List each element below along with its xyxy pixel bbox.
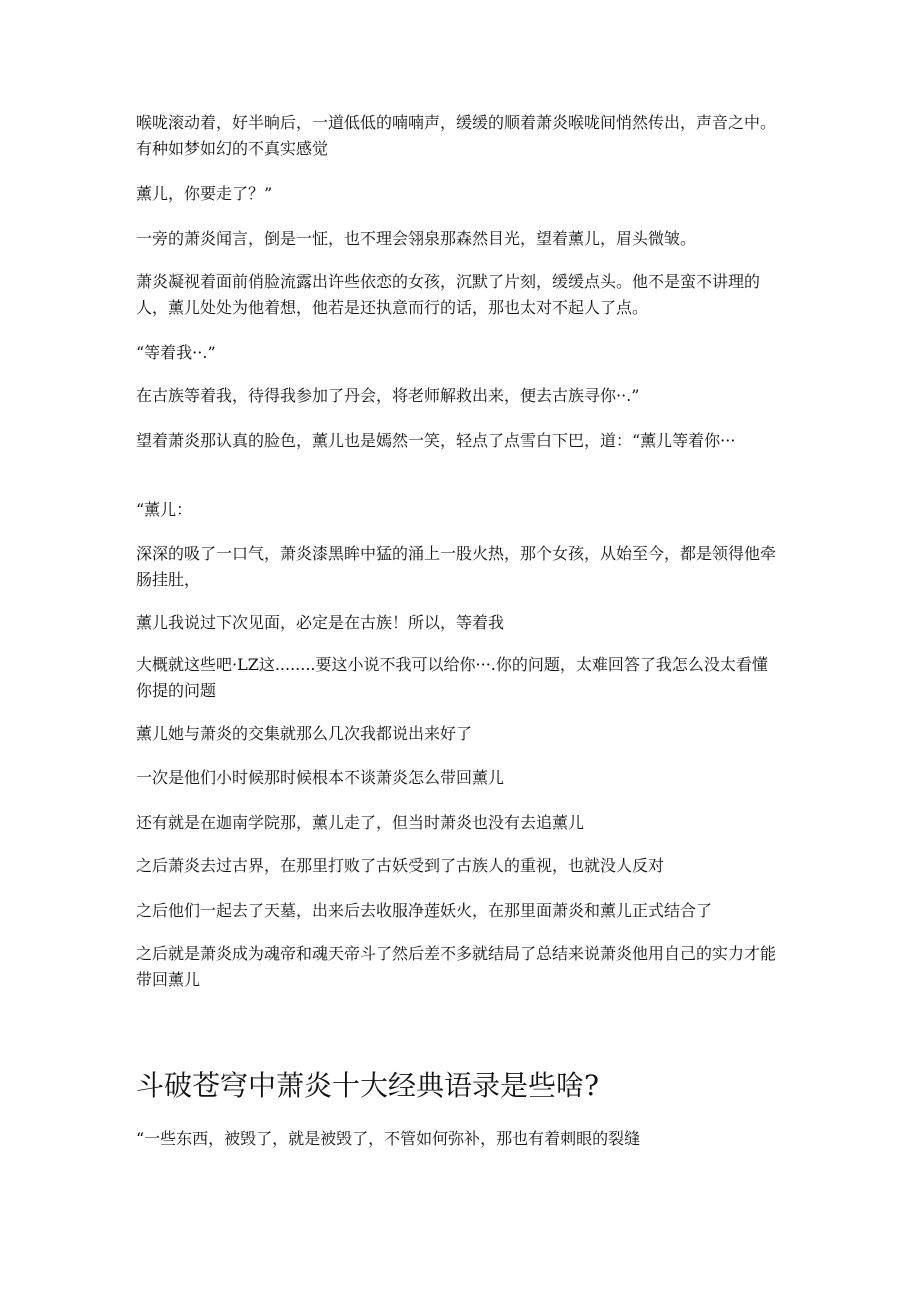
paragraph-15: 之后萧炎去过古界，在那里打败了古妖受到了古族人的重视，也就没人反对 <box>136 856 665 875</box>
paragraph-4: 萧炎凝视着面前俏脸流露出许些依恋的女孩，沉默了片刻，缓缓点头。他不是蛮不讲理的人，薰儿处处为他着想，他若是还执意而行的话，那也太对不起人了点。 <box>136 272 761 317</box>
paragraph-3: 一旁的萧炎闻言，倒是一怔，也不理会翎泉那森然目光，望着薰儿，眉头微皱。 <box>136 229 697 248</box>
quote-paragraph: “一些东西，被毁了，就是被毁了，不管如何弥补，那也有着刺眼的裂缝 <box>136 1129 641 1148</box>
paragraph-13: 一次是他们小时候那时候根本不谈萧炎怎么带回薰儿 <box>136 768 505 787</box>
paragraph-16: 之后他们一起去了天墓，出来后去收服净莲妖火，在那里面萧炎和薰儿正式结合了 <box>136 901 713 920</box>
paragraph-14: 还有就是在迦南学院那，薰儿走了，但当时萧炎也没有去追薰儿 <box>136 813 585 832</box>
paragraph-2: 薰儿，你要走了？” <box>136 184 273 203</box>
paragraph-6: 在古族等着我，待得我参加了丹会，将老师解救出来，便去古族寻你··.” <box>136 386 640 405</box>
paragraph-10: 薰儿我说过下次见面，必定是在古族！所以，等着我 <box>136 613 505 632</box>
paragraph-5: “等着我··.” <box>136 343 216 362</box>
paragraph-9: 深深的吸了一口气，萧炎漆黑眸中猛的涌上一股火热，那个女孩，从始至今，都是领得他牵肠挂肚， <box>136 544 777 589</box>
paragraph-1: 喉咙滚动着，好半晌后，一道低低的喃喃声，缓缓的顺着萧炎喉咙间悄然传出，声音之中。有种如梦如幻的不真实感觉 <box>136 113 777 158</box>
paragraph-7: 望着萧炎那认真的脸色，薰儿也是嫣然一笑，轻点了点雪白下巴，道：“薰儿等着你··· <box>136 431 736 450</box>
paragraph-12: 薰儿她与萧炎的交集就那么几次我都说出来好了 <box>136 724 473 743</box>
paragraph-17: 之后就是萧炎成为魂帝和魂天帝斗了然后差不多就结局了总结来说萧炎他用自己的实力才能带回薰儿 <box>136 944 777 989</box>
paragraph-11: 大概就这些吧·LZ这........要这小说不我可以给你···.你的问题，太难回答了我怎么没太看懂你提的问题 <box>136 655 768 700</box>
section-heading: 斗破苍穹中萧炎十大经典语录是些啥? <box>136 1069 600 1102</box>
paragraph-8: “薰儿： <box>136 500 193 519</box>
